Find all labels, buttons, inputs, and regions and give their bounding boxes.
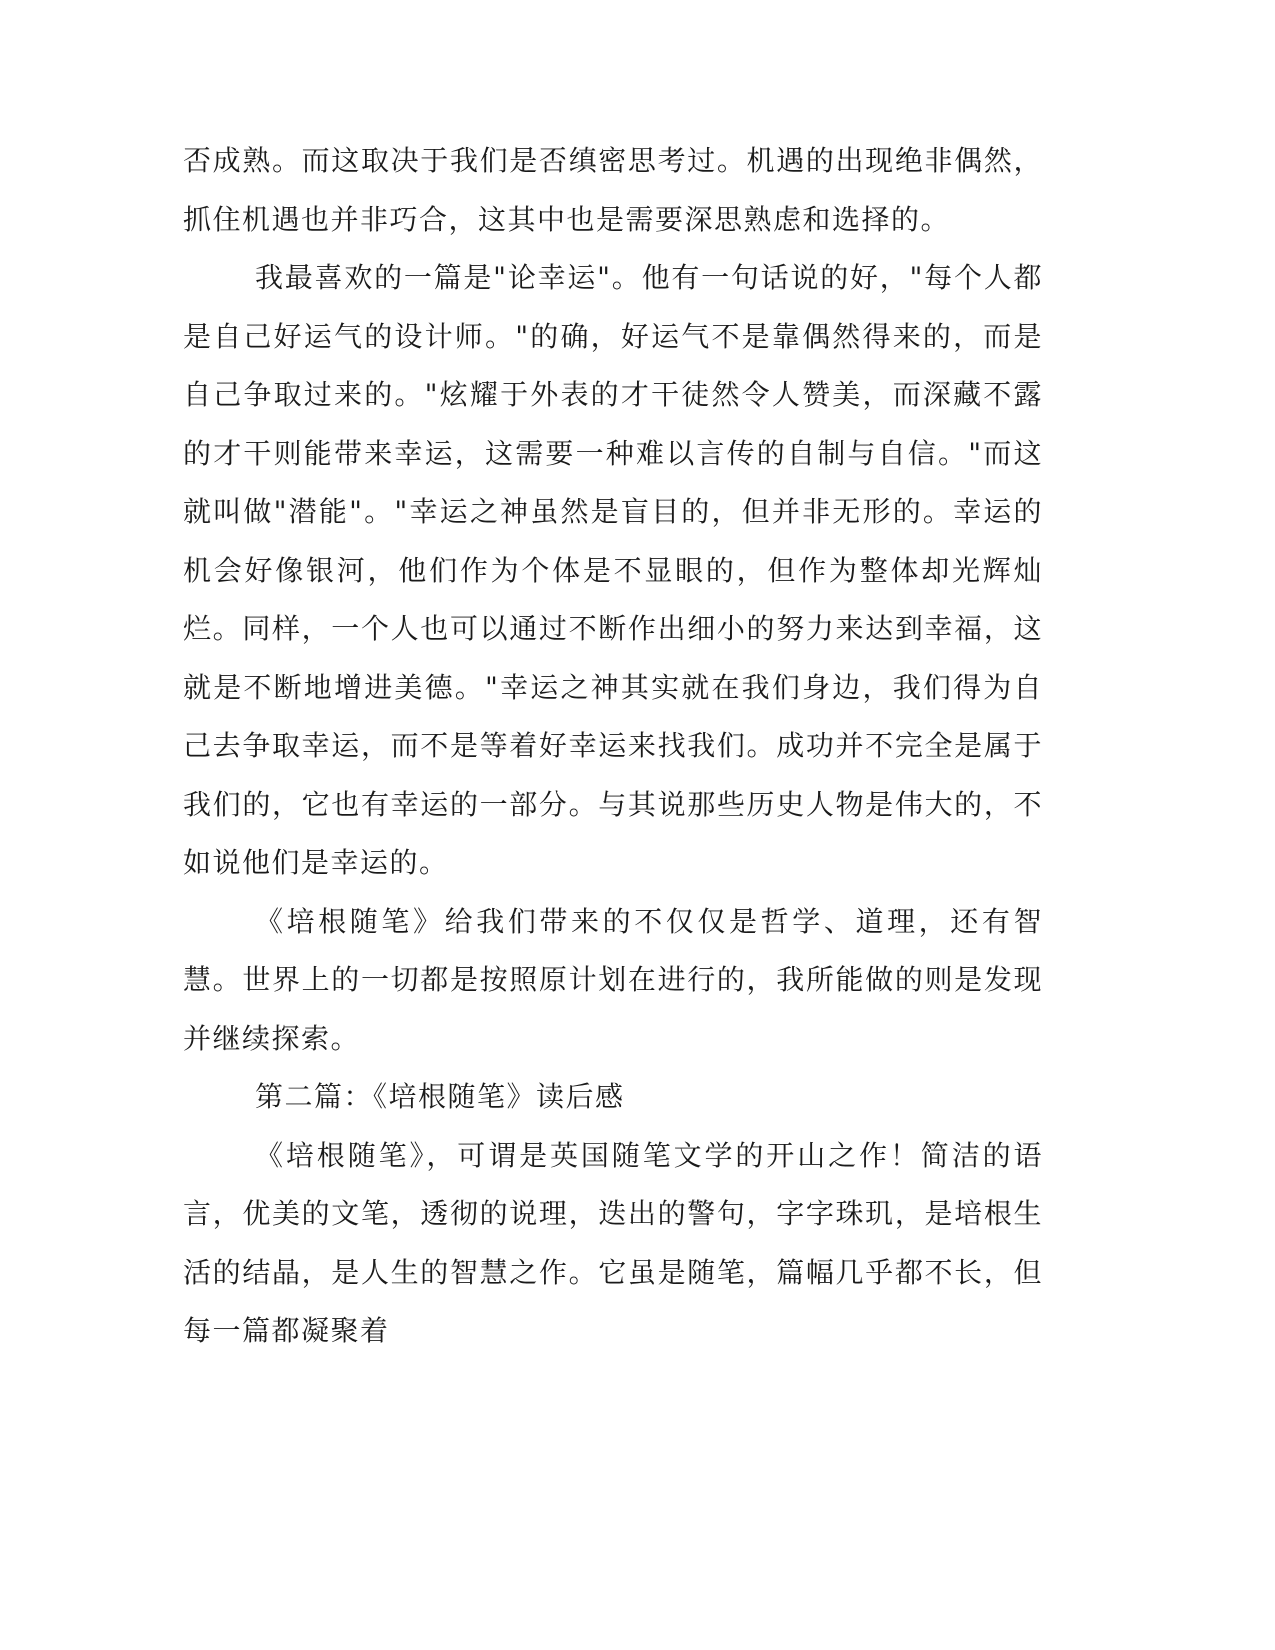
paragraph-continuation: 否成熟。而这取决于我们是否缜密思考过。机遇的出现绝非偶然，抓住机遇也并非巧合，这其中也是需要深思熟虑和选择的。 (183, 144, 1043, 236)
paragraph-on-luck: 我最喜欢的一篇是"论幸运"。他有一句话说的好，"每个人都是自己好运气的设计师。"的确，好运气不是靠偶然得来的，而是自己争取过来的。"炫耀于外表的才干徒然令人赞美，而深藏不露的才干则能带来幸运，这需要一种难以言传的自制与自信。"而这就叫做"潜能"。"幸运之神虽然是盲目的，但并非无形的。幸运的机会好像银河，他们作为个体是不显眼的，但作为整体却光辉灿烂。同样，一个人也可以通过不断作出细小的努力来达到幸福，这就是不断地增进美德。"幸运之神其实就在我们身边，我们得为自己去争取幸运，而不是等着好幸运来找我们。成功并不完全是属于我们的，它也有幸运的一部分。与其说那些历史人物是伟大的，不如说他们是幸运的。 (183, 261, 1043, 879)
paragraph-conclusion: 《培根随笔》给我们带来的不仅仅是哲学、道理，还有智慧。世界上的一切都是按照原计划在进行的，我所能做的则是发现并继续探索。 (183, 904, 1043, 1055)
paragraph-intro-second-essay: 《培根随笔》，可谓是英国随笔文学的开山之作！简洁的语言，优美的文笔，透彻的说理，迭出的警句，字字珠玑，是培根生活的结晶，是人生的智慧之作。它虽是随笔，篇幅几乎都不长，但每一篇都凝聚着 (183, 1138, 1043, 1347)
document-body (183, 132, 1043, 1361)
section-heading: 第二篇：《培根随笔》读后感 (255, 1080, 625, 1113)
